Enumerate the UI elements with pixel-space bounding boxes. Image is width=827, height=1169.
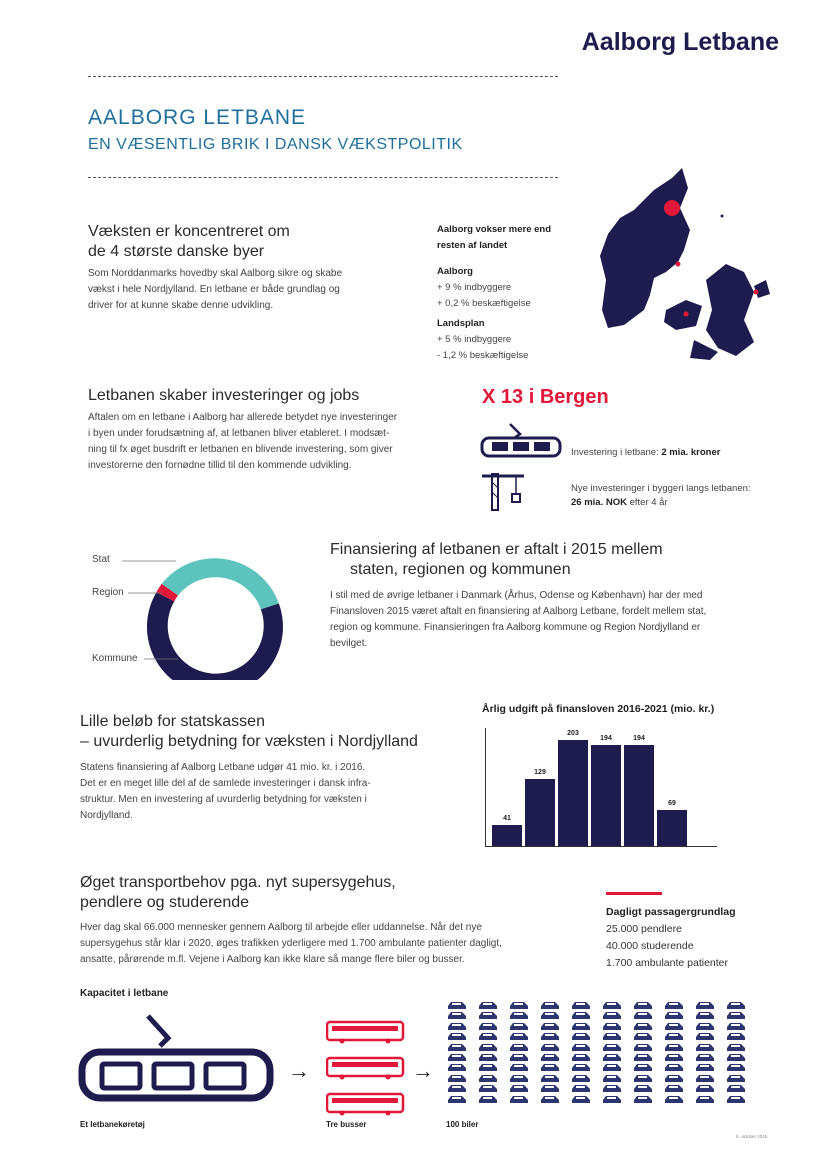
car-icon [632, 1039, 663, 1049]
cars-label: 100 biler [446, 1120, 479, 1129]
section-heading-finansiering [330, 540, 663, 580]
car-icon [477, 1049, 508, 1059]
page-title: AALBORG LETBANE [88, 106, 307, 129]
bus-icon [326, 1092, 406, 1116]
divider [88, 76, 558, 77]
stat-line: - 1,2 % beskæftigelse [437, 350, 529, 361]
car-shape [694, 1094, 716, 1104]
heading-line: Væksten er koncentreret om [88, 223, 290, 240]
car-icon [508, 1018, 539, 1028]
heading-line: staten, regionen og kommunen [350, 561, 571, 578]
body-line: supersygehus står klar i 2020, øges trafikken yderligere med 1.700 ambulante patienter dagligt, [80, 938, 502, 949]
car-icon [601, 1028, 632, 1038]
nye-line: Nye investeringer i byggeri langs letbanen: [571, 483, 751, 494]
body-line: Det er en meget lille del af de samlede investeringer i dansk infra- [80, 778, 371, 789]
donut-label-kommune: Kommune [92, 653, 138, 664]
body-line: driver for at kunne skabe denne udvikling. [88, 300, 274, 311]
donut-label-stat: Stat [92, 554, 110, 565]
car-shape [632, 1094, 654, 1104]
car-icon [477, 1070, 508, 1080]
car-icon [601, 1091, 632, 1101]
bergen-highlight: X 13 i Bergen [482, 386, 609, 408]
car-icon [508, 1028, 539, 1038]
divider [88, 177, 558, 178]
tram-icon [480, 420, 562, 460]
bus-icon [326, 1056, 406, 1080]
body-line: I stil med de øvrige letbaner i Danmark (Århus, Odense og København) har der med [330, 590, 703, 601]
heading-line: Lille beløb for statskassen [80, 713, 265, 730]
body-line: Statens finansiering af Aalborg Letbane udgør 41 mio. kr. i 2016. [80, 762, 366, 773]
car-icon [539, 1091, 570, 1101]
car-icon [570, 1007, 601, 1017]
car-icon [725, 1070, 756, 1080]
chart-title: Årlig udgift på finansloven 2016-2021 (mio. kr.) [482, 703, 715, 715]
car-icon [601, 1007, 632, 1017]
cars-grid [446, 997, 756, 1101]
aalborg-label: Aalborg [437, 266, 473, 277]
car-icon [477, 997, 508, 1007]
heading-line: – uvurderlig betydning for væksten i Nordjylland [80, 733, 418, 750]
car-icon [601, 997, 632, 1007]
nye-invest-text [571, 482, 751, 510]
expenditure-bar-chart [482, 722, 722, 850]
capacity-title: Kapacitet i letbane [80, 988, 169, 999]
car-icon [725, 1080, 756, 1090]
bus-group [326, 1020, 406, 1116]
car-icon [601, 1049, 632, 1059]
car-icon [477, 1028, 508, 1038]
car-icon [539, 1070, 570, 1080]
car-icon [694, 1018, 725, 1028]
section-heading-transport [80, 873, 396, 913]
car-icon [663, 997, 694, 1007]
crane-icon [480, 470, 530, 512]
heading-line: Finansiering af letbanen er aftalt i 2015 mellem [330, 541, 663, 558]
section-body-vaekst [88, 266, 342, 314]
car-icon [539, 1028, 570, 1038]
car-icon [632, 1091, 663, 1101]
car-icon [446, 1018, 477, 1028]
car-icon [477, 1080, 508, 1090]
car-shape [508, 1094, 530, 1104]
car-shape [477, 1094, 499, 1104]
arrow-icon: → [288, 1058, 310, 1083]
body-line: i byen under forudsætning af, at letbanen bliver etableret. I modsæt- [88, 428, 390, 439]
car-icon [632, 1028, 663, 1038]
bar [624, 745, 654, 846]
car-icon [508, 1059, 539, 1069]
heading-line: pendlere og studerende [80, 894, 250, 911]
arrow-icon: → [412, 1058, 434, 1083]
bus-icon [326, 1020, 406, 1044]
daily-line: 1.700 ambulante patienter [606, 957, 729, 969]
section-heading-statskassen [80, 712, 418, 752]
car-icon [570, 997, 601, 1007]
body-line: struktur. Men en investering af uvurderlig betydning for væksten i [80, 794, 367, 805]
car-icon [601, 1080, 632, 1090]
invest-prefix: Investering i letbane: [571, 447, 662, 458]
car-icon [477, 1059, 508, 1069]
bar [525, 779, 555, 846]
body-line: vækst i hele Nordjylland. En letbane er både grundlag og [88, 284, 340, 295]
heading-line: Øget transportbehov pga. nyt supersygehus, [80, 874, 396, 891]
car-icon [632, 1080, 663, 1090]
car-icon [477, 1091, 508, 1101]
car-icon [477, 1007, 508, 1017]
car-icon [446, 997, 477, 1007]
donut-label-region: Region [92, 587, 124, 598]
car-icon [446, 1070, 477, 1080]
car-icon [694, 1070, 725, 1080]
car-icon [446, 1049, 477, 1059]
car-icon [446, 1007, 477, 1017]
car-icon [601, 1070, 632, 1080]
car-shape [601, 1094, 623, 1104]
car-icon [663, 1070, 694, 1080]
car-shape [539, 1094, 561, 1104]
nye-value: 26 mia. NOK [571, 497, 627, 508]
body-line: Som Norddanmarks hovedby skal Aalborg sikre og skabe [88, 268, 343, 279]
x-axis [485, 846, 717, 847]
car-icon [477, 1039, 508, 1049]
car-icon [570, 1018, 601, 1028]
car-icon [725, 1028, 756, 1038]
body-line: Hver dag skal 66.000 mennesker gennem Aalborg til arbejde eller uddannelse. Når det nye [80, 922, 482, 933]
bar [492, 825, 522, 846]
car-icon [725, 1007, 756, 1017]
car-icon [539, 1049, 570, 1059]
stat-line: + 5 % indbyggere [437, 334, 512, 345]
car-icon [663, 1059, 694, 1069]
body-line: bevilget. [330, 638, 368, 649]
page-subtitle: EN VÆSENTLIG BRIK I DANSK VÆKSTPOLITIK [88, 136, 463, 153]
car-icon [570, 1028, 601, 1038]
invest-text [571, 446, 720, 460]
stats-title: Aalborg vokser mere end [437, 224, 552, 235]
denmark-map-icon [594, 160, 774, 360]
car-icon [632, 1007, 663, 1017]
car-icon [508, 1070, 539, 1080]
bar-value-label: 69 [668, 800, 676, 808]
car-icon [508, 1007, 539, 1017]
car-icon [694, 1007, 725, 1017]
car-icon [663, 1007, 694, 1017]
car-icon [570, 1039, 601, 1049]
daily-passengers [606, 904, 736, 972]
car-icon [663, 1028, 694, 1038]
car-icon [694, 1028, 725, 1038]
car-icon [508, 1049, 539, 1059]
tram-label: Et letbanekøretøj [80, 1120, 145, 1129]
brand-title: Aalborg Letbane [581, 28, 779, 56]
bar-value-label: 129 [534, 768, 546, 776]
car-icon [663, 1018, 694, 1028]
car-icon [601, 1018, 632, 1028]
car-icon [539, 1007, 570, 1017]
daily-line: 25.000 pendlere [606, 923, 682, 935]
car-icon [539, 1039, 570, 1049]
bus-label: Tre busser [326, 1120, 367, 1129]
car-icon [663, 1039, 694, 1049]
car-shape [725, 1094, 747, 1104]
car-icon [632, 1059, 663, 1069]
car-icon [446, 1091, 477, 1101]
heading-line: de 4 største danske byer [88, 243, 265, 260]
section-heading-invest: Letbanen skaber investeringer og jobs [88, 387, 360, 404]
car-icon [632, 1018, 663, 1028]
daily-line: 40.000 studerende [606, 940, 694, 952]
invest-value: 2 mia. kroner [661, 447, 721, 458]
daily-title: Dagligt passagergrundlag [606, 906, 736, 918]
body-line: Finansloven 2015 været aftalt en finansiering af Aalborg Letbane, fordelt mellem stat, [330, 606, 707, 617]
growth-stats [437, 222, 551, 364]
bar-value-label: 41 [503, 814, 511, 822]
section-body-finansiering [330, 588, 706, 652]
car-icon [539, 997, 570, 1007]
car-icon [446, 1080, 477, 1090]
y-axis [485, 728, 486, 846]
car-icon [477, 1018, 508, 1028]
bar [591, 745, 621, 846]
car-icon [632, 1049, 663, 1059]
accent-bar [606, 892, 662, 895]
stat-line: + 9 % indbyggere [437, 282, 512, 293]
bar [558, 740, 588, 846]
car-icon [663, 1091, 694, 1101]
stat-line: + 0,2 % beskæftigelse [437, 298, 531, 309]
car-icon [725, 1039, 756, 1049]
footer-date: 9. oktober 2015 [736, 1134, 768, 1139]
car-icon [725, 1018, 756, 1028]
car-icon [663, 1080, 694, 1090]
bar-value-label: 203 [567, 730, 579, 738]
section-body-transport [80, 920, 502, 968]
section-heading-vaekst [88, 222, 290, 262]
car-icon [694, 1049, 725, 1059]
car-shape [570, 1094, 592, 1104]
car-icon [601, 1039, 632, 1049]
section-body-invest [88, 410, 397, 474]
body-line: ning til fx øget busdrift er letbanen en blivende investering, som giver [88, 444, 393, 455]
car-icon [446, 1059, 477, 1069]
body-line: investorerne den fornødne tillid til den kommende udvikling. [88, 460, 352, 471]
car-icon [570, 1070, 601, 1080]
car-icon [539, 1080, 570, 1090]
car-icon [725, 1059, 756, 1069]
car-icon [446, 1039, 477, 1049]
stats-title: resten af landet [437, 240, 508, 251]
nye-suffix: efter 4 år [626, 497, 668, 508]
section-body-statskassen [80, 760, 371, 824]
car-icon [694, 997, 725, 1007]
car-icon [725, 997, 756, 1007]
bar [657, 810, 687, 846]
car-icon [725, 1091, 756, 1101]
car-icon [694, 1059, 725, 1069]
donut-slice-stat [162, 558, 279, 609]
car-icon [570, 1091, 601, 1101]
landsplan-label: Landsplan [437, 318, 485, 329]
car-icon [632, 997, 663, 1007]
car-icon [570, 1049, 601, 1059]
car-shape [663, 1094, 685, 1104]
car-icon [570, 1059, 601, 1069]
car-icon [570, 1080, 601, 1090]
bar-value-label: 194 [633, 734, 645, 742]
car-icon [539, 1059, 570, 1069]
bar-value-label: 194 [600, 734, 612, 742]
car-icon [632, 1070, 663, 1080]
car-icon [508, 1039, 539, 1049]
car-shape [446, 1094, 468, 1104]
car-icon [539, 1018, 570, 1028]
car-icon [508, 997, 539, 1007]
car-icon [601, 1059, 632, 1069]
car-icon [694, 1039, 725, 1049]
body-line: ansatte, pårørende m.fl. Vejene i Aalborg kan ikke klare så mange flere biler og busser. [80, 954, 465, 965]
car-icon [663, 1049, 694, 1059]
body-line: region og kommune. Finansieringen fra Aalborg kommune og Region Nordjylland er [330, 622, 701, 633]
car-icon [446, 1028, 477, 1038]
tram-large-icon [78, 1012, 274, 1104]
body-line: Nordjylland. [80, 810, 133, 821]
car-icon [508, 1080, 539, 1090]
car-icon [725, 1049, 756, 1059]
car-icon [694, 1091, 725, 1101]
car-icon [694, 1080, 725, 1090]
body-line: Aftalen om en letbane i Aalborg har allerede betydet nye investeringer [88, 412, 398, 423]
car-icon [508, 1091, 539, 1101]
